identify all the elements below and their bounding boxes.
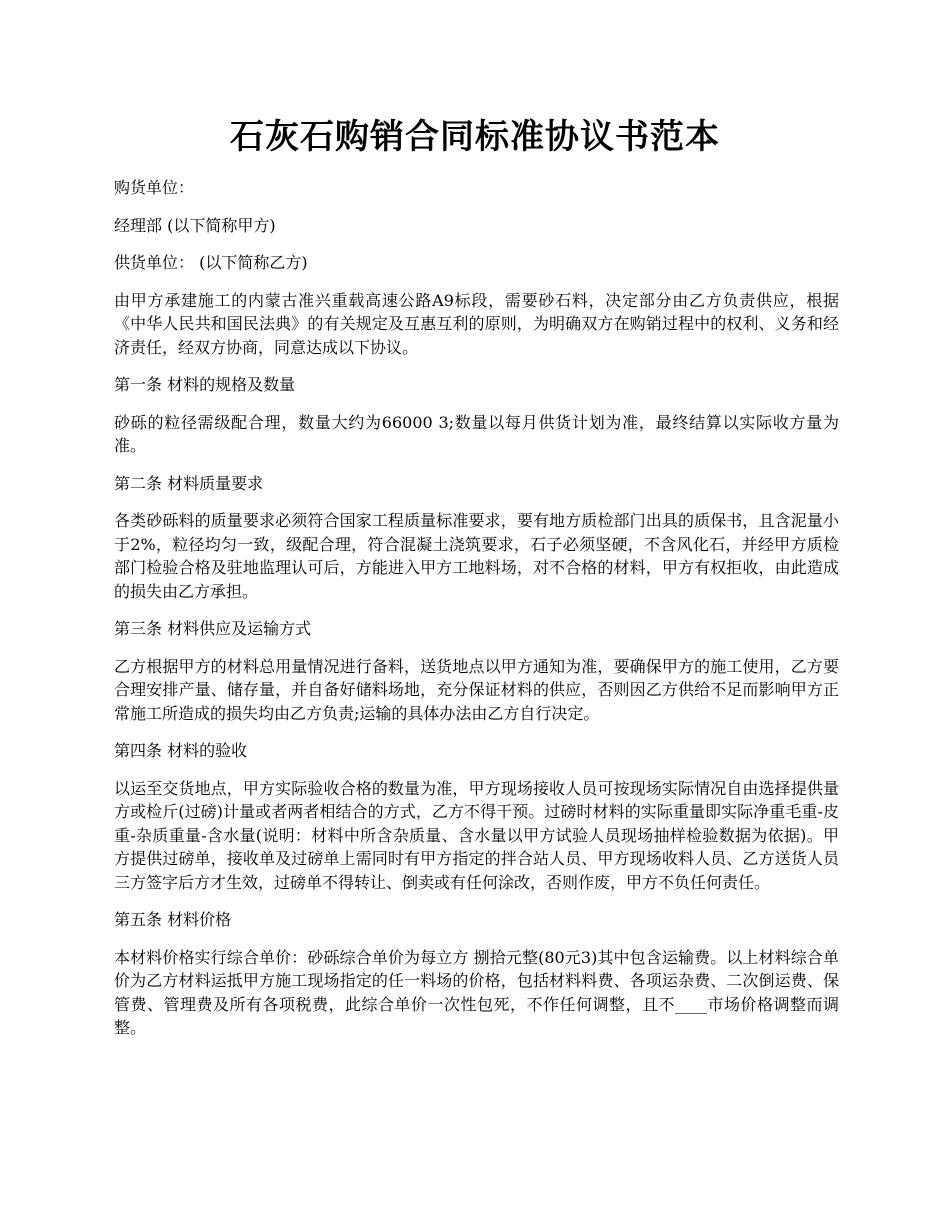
article-2-paragraph: 各类砂砾料的质量要求必须符合国家工程质量标准要求，要有地方质检部门出具的质保书，且含泥量小于2%，粒径均匀一致，级配合理，符合混凝土浇筑要求，石子必须坚硬，不含风化石，并经甲方质检部门检验合格及驻地监理认可后，方能进入甲方工地料场，对不合格的材料，甲方有权拒收，由此造成的损失由乙方承担。 <box>114 511 839 601</box>
article-1-paragraph: 砂砾的粒径需级配合理，数量大约为66000 3;数量以每月供货计划为准，最终结算以实际收方量为准。 <box>114 412 839 455</box>
article-4-heading: 第四条 材料的验收 <box>114 741 248 760</box>
preamble-paragraph: 由甲方承建施工的内蒙古准兴重载高速公路A9标段，需要砂石料，决定部分由乙方负责供应，根据《中华人民共和国民法典》的有关规定及互惠互利的原则，为明确双方在购销过程中的权利、义务和经济责任，经双方协商，同意达成以下协议。 <box>114 290 839 357</box>
supplier-line: 供货单位： (以下简称乙方) <box>114 253 308 272</box>
document-title: 石灰石购销合同标准协议书范本 <box>230 117 720 157</box>
article-5-heading: 第五条 材料价格 <box>114 910 232 929</box>
article-1-heading: 第一条 材料的规格及数量 <box>114 375 296 394</box>
article-2-heading: 第二条 材料质量要求 <box>114 473 264 493</box>
article-5-paragraph: 本材料价格实行综合单价：砂砾综合单价为每立方 捌拾元整(80元3)其中包含运输费。以上材料综合单价为乙方材料运抵甲方施工现场指定的任一料场的价格，包括材料料费、各项运杂费、二次倒运费、保管费、管理费及所有各项税费，此综合单价一次性包死，不作任何调整，且不____市场价格调整而调整。 <box>114 947 839 1037</box>
article-3-heading: 第三条 材料供应及运输方式 <box>114 619 312 638</box>
document-body <box>114 176 839 1054</box>
buyer-line: 购货单位： <box>114 178 195 197</box>
article-3-paragraph: 乙方根据甲方的材料总用量情况进行备料，送货地点以甲方通知为准，要确保甲方的施工使用，乙方要合理安排产量、储存量，并自备好储料场地，充分保证材料的供应，否则因乙方供给不足而影响甲方正常施工所造成的损失均由乙方负责;运输的具体办法由乙方自行决定。 <box>114 656 839 723</box>
buyer-dept-line: 经理部 (以下简称甲方) <box>114 215 276 235</box>
article-4-paragraph: 以运至交货地点，甲方实际验收合格的数量为准，甲方现场接收人员可按现场实际情况自由选择提供量方或检斤(过磅)计量或者两者相结合的方式，乙方不得干预。过磅时材料的实际重量即实际净重毛重-皮重-杂质重量-含水量(说明：材料中所含杂质量、含水量以甲方试验人员现场抽样检验数据为依据)。甲方提供过磅单，接收单及过磅单上需同时有甲方指定的拌合站人员、甲方现场收料人员、乙方送货人员三方签字后方才生效，过磅单不得转让、倒卖或有任何涂改，否则作废，甲方不负任何责任。 <box>114 778 839 892</box>
